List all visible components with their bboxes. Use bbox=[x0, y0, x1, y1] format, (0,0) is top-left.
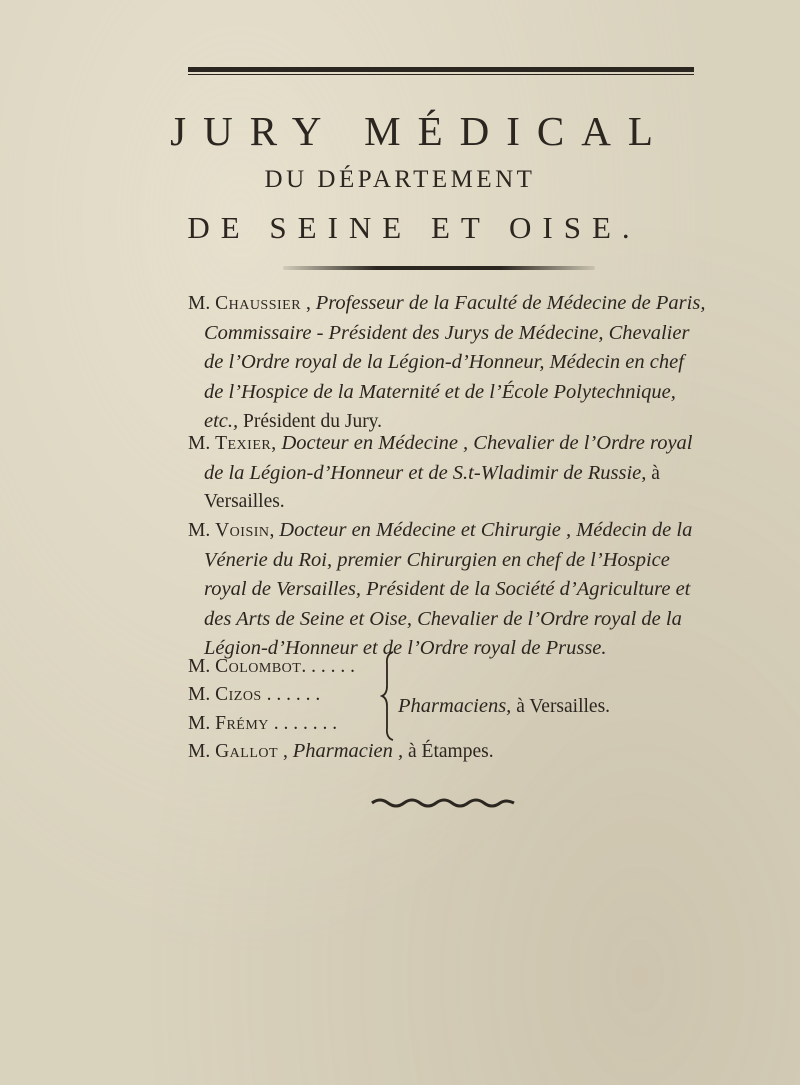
entry-description: Docteur en Médecine , Chevalier de l’Ordre royal de la Légion-d’Honneur et de S.t-Wladimir de Russie, bbox=[204, 432, 693, 484]
entry-description: Docteur en Médecine et Chirurgie , Médecin de la Vénerie du Roi, premier Chirurgien en chef de l’Hospice royal de Versailles, Président de la Société d’Agriculture et des Arts de Seine et Oise, Chevalier de l’Ordre royal de la Légion-d’Honneur et de l’Ordre royal de Prusse. bbox=[204, 519, 693, 659]
pharmacist-name: Colombot bbox=[215, 656, 302, 677]
entry-chaussier: M. Chaussier , Professeur de la Faculté de Médecine de Paris, Commissaire - Président des Jurys de Médecine, Chevalier de l’Ordre royal de la Légion-d’Honneur, Médecin en chef de l’Hospice de la Maternité et de l’École Polytechnique, etc., Président du Jury. bbox=[188, 292, 706, 432]
title-jury-medical: JURY MÉDICAL bbox=[170, 108, 670, 154]
entry-name: Chaussier bbox=[215, 293, 302, 314]
pharmacist-name: Cizos bbox=[215, 684, 262, 705]
pharmacist-name: Frémy bbox=[215, 713, 269, 734]
title-du-departement: DU DÉPARTEMENT bbox=[264, 166, 536, 193]
pharm-place: à Étampes. bbox=[408, 741, 494, 762]
pharm-role: Pharmacien , bbox=[292, 740, 404, 762]
entry-prefix: M. bbox=[188, 520, 211, 541]
pharmacist-fremy: M. Frémy . . . . . . . bbox=[188, 713, 338, 734]
entry-name: Texier, bbox=[215, 433, 277, 454]
pharm-role: Pharmaciens, bbox=[398, 695, 512, 717]
pharmacist-cizos: M. Cizos . . . . . . bbox=[188, 684, 321, 705]
pharmacists-group-label bbox=[398, 695, 610, 718]
curly-brace-icon bbox=[380, 650, 396, 742]
pharmacist-gallot: M. Gallot , Pharmacien , à Étampes. bbox=[188, 740, 494, 762]
entry-suffix: à Versailles. bbox=[204, 462, 660, 512]
top-double-rule bbox=[188, 67, 694, 75]
entry-texier bbox=[188, 429, 708, 517]
leader-dots: . . . . . . . bbox=[268, 713, 338, 734]
pharmacist-colombot: M. Colombot. . . . . . bbox=[188, 656, 355, 677]
entry-prefix: M. bbox=[188, 433, 211, 454]
leader-dots: . . . . . . bbox=[261, 684, 321, 705]
leader-dots: . . . . . . bbox=[301, 656, 355, 677]
pharmacist-name: Gallot bbox=[215, 741, 279, 762]
entry-suffix: Président du Jury. bbox=[243, 411, 383, 432]
entry-description: Professeur de la Faculté de Médecine de Paris, Commissaire - Président des Jurys de Médecine, Chevalier de l’Ordre royal de la Légion-d’Honneur, Médecin en chef de l’Hospice de la Maternité et de l’École Polytechnique, etc., bbox=[204, 292, 706, 432]
title-seine-et-oise: DE SEINE ET OISE. bbox=[187, 210, 641, 245]
entry-prefix: M. bbox=[188, 293, 211, 314]
ornament-icon bbox=[370, 795, 516, 811]
entry-voisin: M. Voisin, Docteur en Médecine et Chirurgie , Médecin de la Vénerie du Roi, premier Chirurgien en chef de l’Hospice royal de Versailles, Président de la Société d’Agriculture et des Arts de Seine et Oise, Chevalier de l’Ordre royal de la Légion-d’Honneur et de l’Ordre royal de Prusse. bbox=[188, 519, 693, 659]
entry-name: Voisin bbox=[215, 520, 270, 541]
divider-rule bbox=[283, 266, 595, 270]
pharm-place: à Versailles. bbox=[516, 696, 611, 717]
